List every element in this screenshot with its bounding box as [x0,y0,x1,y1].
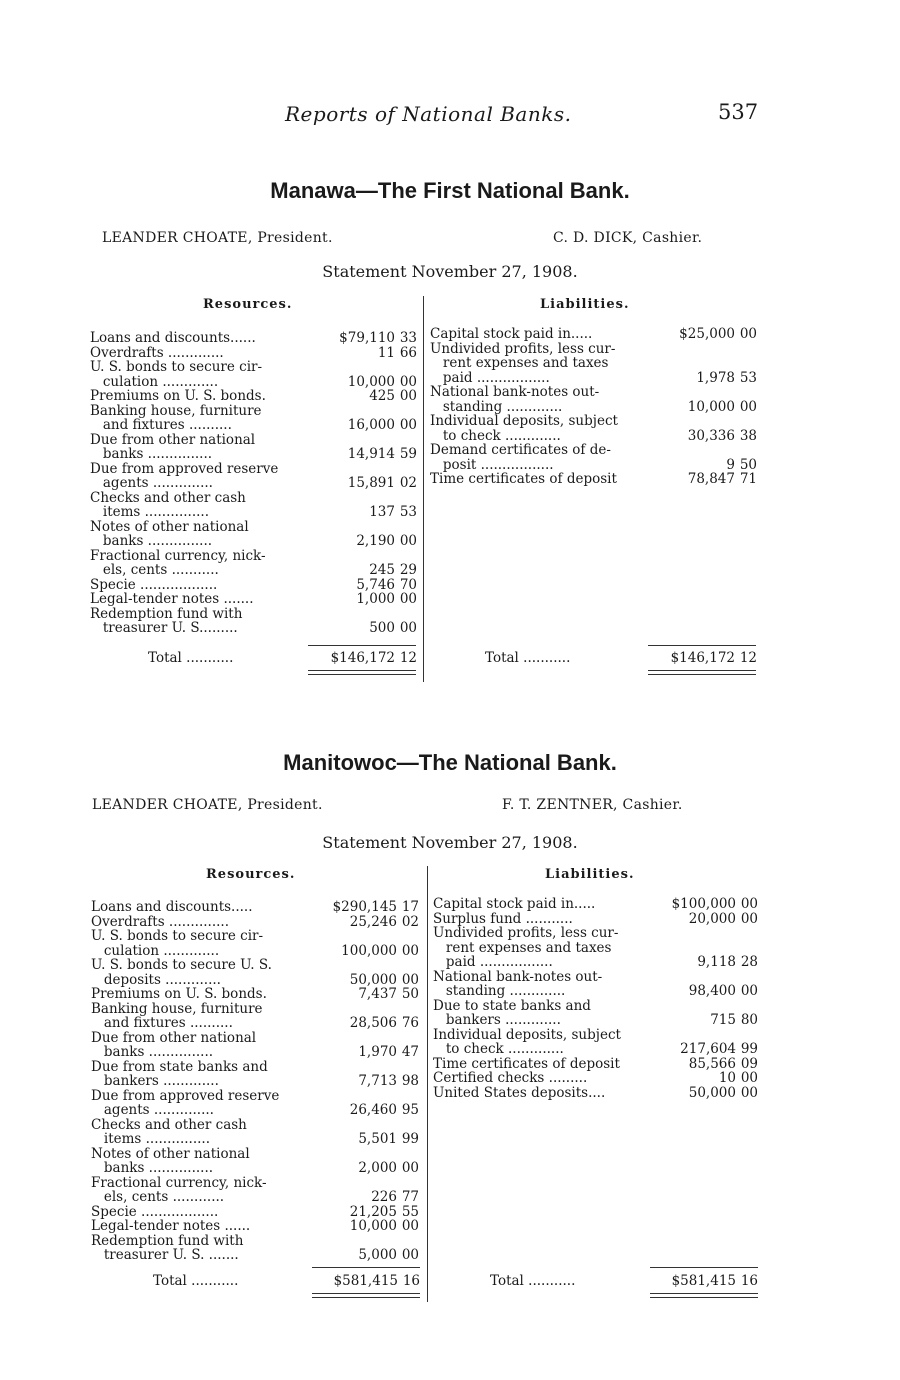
amount-dollars: 10,000 [349,1218,397,1234]
line-item-label: Time certificates of deposit [430,471,617,487]
amount-cents: 00 [401,1247,419,1263]
ledger-row [91,1074,419,1089]
amount-dollars: 425 [369,388,395,404]
line-item-label: deposits ............. [91,971,221,988]
line-item-label: Fractional currency, nick- [90,547,266,564]
ledger-row [90,418,417,433]
ledger-row [91,1205,419,1220]
line-item-label: bankers ............. [433,1012,561,1028]
amount-dollars: 10 [718,1070,736,1086]
running-title: Reports of National Banks. [285,102,572,126]
ledger-row [90,331,417,346]
line-item-label: standing ............. [433,983,566,999]
line-item-label: banks ............... [90,533,213,549]
amount-cents: 00 [401,1218,419,1234]
ledger-row [90,389,417,404]
ledger-row [90,447,417,462]
amount-dollars: 245 [369,562,395,578]
amount-cents: 71 [739,471,757,487]
total-double-rule [650,1293,758,1298]
ledger-row [90,520,417,535]
amount-cents: 99 [401,1131,419,1147]
amount-dollars: 50,000 [688,1084,736,1101]
amount-cents: 00 [399,373,417,390]
line-item-label: els, cents ........... [90,562,219,578]
amount-cents: 00 [401,942,419,959]
amount-dollars: 98,400 [688,983,736,999]
president: LEANDER CHOATE, President. [92,797,323,813]
amount-cents: 00 [739,398,757,415]
total-double-rule [308,670,416,675]
amount-cents: 29 [399,562,417,578]
line-item-label: Certified checks ......... [433,1070,588,1086]
amount-dollars: 10,000 [347,373,395,390]
amount-cents: 50 [401,986,419,1002]
statement-date: Statement November 27, 1908. [322,833,578,852]
ledger-row [433,1042,758,1057]
line-item-label: to check ............. [433,1041,564,1057]
line-item-label: Notes of other national [90,518,249,535]
amount-dollars: 1,000 [356,591,395,607]
ledger-row [433,984,758,999]
statement-date: Statement November 27, 1908. [322,262,578,281]
ledger-row [430,429,757,444]
page-number: 537 [718,100,759,124]
amount-dollars: 2,190 [356,533,395,549]
amount-cents: 02 [399,475,417,491]
ledger-row [91,1002,419,1017]
amount-dollars: 15,891 [347,475,395,491]
ledger-row [90,476,417,491]
ledger-row [90,346,417,361]
ledger-row [90,491,417,506]
ledger-row [91,915,419,930]
ledger-row [91,958,419,973]
line-item-label: Capital stock paid in..... [430,326,593,342]
amount-dollars: 226 [371,1189,397,1205]
total-cents: 12 [399,650,417,666]
amount-cents: 09 [740,1055,758,1072]
amount-dollars: $79,110 [339,330,395,346]
amount-cents: 00 [401,971,419,988]
ledger-row [90,621,417,636]
liabilities-heading: Liabilities. [540,297,630,312]
amount-dollars: 14,914 [347,446,395,462]
total-double-rule [648,670,756,675]
column-divider [423,296,424,682]
ledger-row [433,999,758,1014]
amount-dollars: 25,246 [349,913,397,930]
ledger-row [91,1016,419,1031]
total-rule [308,645,416,646]
total-cents: 16 [740,1273,758,1289]
amount-dollars: 10,000 [687,398,735,415]
amount-cents: 38 [739,427,757,444]
line-item-label: Premiums on U. S. bonds. [90,388,266,404]
bank-title: Manitowoc—The National Bank. [283,750,617,775]
line-item-label: Redemption fund with [90,605,243,622]
amount-dollars: $290,145 [332,899,397,915]
line-item-label: Loans and discounts..... [91,899,253,915]
total-dollars: $581,415 [333,1273,398,1289]
ledger-row [91,1132,419,1147]
line-item-label: U. S. bonds to secure cir- [90,359,263,375]
ledger-row [91,1045,419,1060]
amount-cents: 76 [401,1015,419,1031]
line-item-label: and fixtures .......... [90,417,232,433]
line-item-label: paid ................. [430,369,550,386]
line-item-label: United States deposits.... [433,1084,606,1101]
amount-dollars: 26,460 [349,1102,397,1118]
line-item-label: National bank-notes out- [433,968,603,985]
line-item-label: items ............... [91,1131,210,1147]
liabilities-heading: Liabilities. [545,867,635,882]
cashier: C. D. DICK, Cashier. [553,230,703,246]
amount-cents: 55 [401,1203,419,1220]
resources-total [153,1274,420,1289]
line-item-label: Specie .................. [91,1203,219,1220]
amount-dollars: 5,000 [358,1247,397,1263]
total-label: Total ........... [153,1273,239,1289]
amount-cents: 66 [399,344,417,361]
amount-cents: 00 [740,983,758,999]
line-item-label: rent expenses and taxes [430,355,609,371]
line-item-label: Due from other national [91,1029,257,1046]
amount-dollars: 500 [369,620,395,636]
ledger-row [91,1161,419,1176]
total-dollars: $581,415 [671,1273,736,1289]
line-item-label: Due from state banks and [91,1058,268,1075]
line-item-label: Fractional currency, nick- [91,1174,267,1191]
ledger-row [91,1118,419,1133]
ledger-row [91,900,419,915]
ledger-row [433,912,758,927]
amount-dollars: 50,000 [349,971,397,988]
line-item-label: Legal-tender notes ....... [90,591,254,607]
amount-cents: 53 [739,369,757,386]
amount-cents: 80 [740,1012,758,1028]
amount-dollars: 217,604 [680,1041,736,1057]
ledger-row [90,375,417,390]
total-label: Total ........... [490,1273,576,1289]
liabilities-total [490,1274,758,1289]
line-item-label: Checks and other cash [90,489,246,506]
resources-total [148,651,417,666]
amount-dollars: 7,437 [358,986,397,1002]
ledger-row [91,1031,419,1046]
amount-cents: 98 [401,1073,419,1089]
line-item-label: banks ............... [91,1160,214,1176]
amount-cents: 33 [399,330,417,346]
line-item-label: Overdrafts ............. [90,344,224,361]
line-item-label: bankers ............. [91,1073,219,1089]
line-item-label: Due from approved reserve [91,1087,280,1104]
amount-dollars: 21,205 [349,1203,397,1220]
ledger-row [91,1219,419,1234]
ledger-row [430,342,757,357]
amount-cents: 00 [399,388,417,404]
line-item-label: treasurer U. S......... [90,620,238,636]
amount-dollars: 100,000 [341,942,397,959]
line-item-label: treasurer U. S. ....... [91,1247,239,1263]
ledger-row [90,607,417,622]
amount-cents: 59 [399,446,417,462]
line-item-label: National bank-notes out- [430,384,600,400]
line-item-label: Specie .................. [90,576,218,593]
amount-dollars: 7,713 [358,1073,397,1089]
ledger-row [91,929,419,944]
amount-dollars: 28,506 [349,1015,397,1031]
amount-dollars: 16,000 [347,417,395,433]
line-item-label: U. S. bonds to secure cir- [91,928,264,944]
amount-cents: 00 [740,910,758,927]
total-cents: 12 [739,650,757,666]
ledger-row [433,941,758,956]
amount-cents: 50 [739,456,757,473]
amount-dollars: 85,566 [688,1055,736,1072]
amount-cents: 00 [401,1160,419,1176]
amount-cents: 47 [401,1044,419,1060]
line-item-label: Capital stock paid in..... [433,896,596,912]
total-rule [650,1267,758,1268]
line-item-label: paid ................. [433,954,553,970]
line-item-label: Legal-tender notes ...... [91,1218,251,1234]
amount-cents: 00 [399,591,417,607]
line-item-label: Individual deposits, subject [430,413,618,429]
line-item-label: Overdrafts .............. [91,913,229,930]
amount-dollars: 11 [377,344,395,361]
amount-dollars: 9,118 [697,954,736,970]
total-rule [312,1267,420,1268]
line-item-label: Due to state banks and [433,997,591,1014]
ledger-row [430,443,757,458]
ledger-row [433,897,758,912]
amount-dollars: 1,978 [696,369,735,386]
line-item-label: and fixtures .......... [91,1015,233,1031]
amount-cents: 00 [399,620,417,636]
column-divider [427,866,428,1302]
ledger-row [90,505,417,520]
bank-title: Manawa—The First National Bank. [270,178,630,203]
ledger-row [433,1028,758,1043]
ledger-row [90,404,417,419]
total-double-rule [312,1293,420,1298]
cashier: F. T. ZENTNER, Cashier. [502,797,683,813]
amount-cents: 70 [399,576,417,593]
amount-cents: 28 [740,954,758,970]
ledger-row [433,955,758,970]
amount-cents: 95 [401,1102,419,1118]
ledger-row [91,973,419,988]
amount-cents: 17 [401,899,419,915]
ledger-row [91,1190,419,1205]
line-item-label: Undivided profits, less cur- [433,925,619,941]
ledger-row [433,1013,758,1028]
ledger-row [433,970,758,985]
amount-cents: 00 [739,326,757,342]
line-item-label: banks ............... [91,1044,214,1060]
amount-dollars: 2,000 [358,1160,397,1176]
amount-dollars: 20,000 [688,910,736,927]
line-item-label: Premiums on U. S. bonds. [91,986,267,1002]
amount-dollars: 78,847 [687,471,735,487]
ledger-row [90,360,417,375]
amount-dollars: $100,000 [671,896,736,912]
amount-cents: 00 [740,1084,758,1101]
ledger-row [430,400,757,415]
ledger-row [430,356,757,371]
ledger-row [430,472,757,487]
line-item-label: Banking house, furniture [91,1000,263,1017]
line-item-label: rent expenses and taxes [433,939,612,956]
ledger-row [433,1071,758,1086]
amount-dollars: 5,746 [356,576,395,593]
amount-dollars: 5,501 [358,1131,397,1147]
line-item-label: agents .............. [91,1102,214,1118]
line-item-label: Notes of other national [91,1145,250,1162]
amount-cents: 99 [740,1041,758,1057]
ledger-row [91,1103,419,1118]
amount-cents: 00 [399,417,417,433]
resources-heading: Resources. [206,867,296,882]
ledger-row [91,1147,419,1162]
total-label: Total ........... [148,650,234,666]
amount-cents: 53 [399,504,417,520]
amount-dollars: $25,000 [679,326,735,342]
line-item-label: Banking house, furniture [90,402,262,419]
amount-cents: 77 [401,1189,419,1205]
line-item-label: Individual deposits, subject [433,1026,621,1043]
line-item-label: U. S. bonds to secure U. S. [91,957,272,973]
total-rule [648,645,756,646]
line-item-label: Surplus fund ........... [433,910,573,927]
ledger-row [430,385,757,400]
ledger-row [90,462,417,477]
ledger-row [430,327,757,342]
line-item-label: Loans and discounts...... [90,330,256,346]
line-item-label: items ............... [90,504,209,520]
line-item-label: agents .............. [90,475,213,491]
total-dollars: $146,172 [330,650,395,666]
liabilities-total [485,651,757,666]
line-item-label: Demand certificates of de- [430,442,611,458]
line-item-label: Checks and other cash [91,1116,247,1133]
ledger-row [90,592,417,607]
ledger-row [433,1057,758,1072]
ledger-row [90,549,417,564]
ledger-row [91,1176,419,1191]
line-item-label: standing ............. [430,398,563,415]
ledger-row [91,1248,419,1263]
amount-dollars: 137 [369,504,395,520]
line-item-label: Time certificates of deposit [433,1055,620,1072]
amount-dollars: 9 [726,456,735,473]
ledger-row [90,534,417,549]
ledger-row [430,371,757,386]
ledger-row [91,1234,419,1249]
ledger-row [90,578,417,593]
amount-dollars: 715 [710,1012,736,1028]
total-cents: 16 [402,1273,420,1289]
line-item-label: Due from other national [90,431,256,448]
ledger-row [91,987,419,1002]
total-dollars: $146,172 [670,650,735,666]
president: LEANDER CHOATE, President. [102,230,333,246]
ledger-row [430,458,757,473]
line-item-label: Due from approved reserve [90,460,279,477]
ledger-row [430,414,757,429]
line-item-label: culation ............. [90,373,219,390]
ledger-row [90,433,417,448]
amount-cents: 02 [401,913,419,930]
amount-cents: 00 [740,896,758,912]
line-item-label: banks ............... [90,446,213,462]
amount-dollars: 1,970 [358,1044,397,1060]
line-item-label: els, cents ............ [91,1189,225,1205]
ledger-row [433,926,758,941]
ledger-row [91,1060,419,1075]
line-item-label: to check ............. [430,427,561,444]
line-item-label: Redemption fund with [91,1232,244,1249]
amount-cents: 00 [740,1070,758,1086]
line-item-label: Undivided profits, less cur- [430,340,616,357]
amount-cents: 00 [399,533,417,549]
line-item-label: culation ............. [91,942,220,959]
ledger-row [90,563,417,578]
ledger-row [433,1086,758,1101]
ledger-row [91,944,419,959]
ledger-row [91,1089,419,1104]
line-item-label: posit ................. [430,456,554,473]
resources-heading: Resources. [203,297,293,312]
amount-dollars: 30,336 [687,427,735,444]
total-label: Total ........... [485,650,571,666]
